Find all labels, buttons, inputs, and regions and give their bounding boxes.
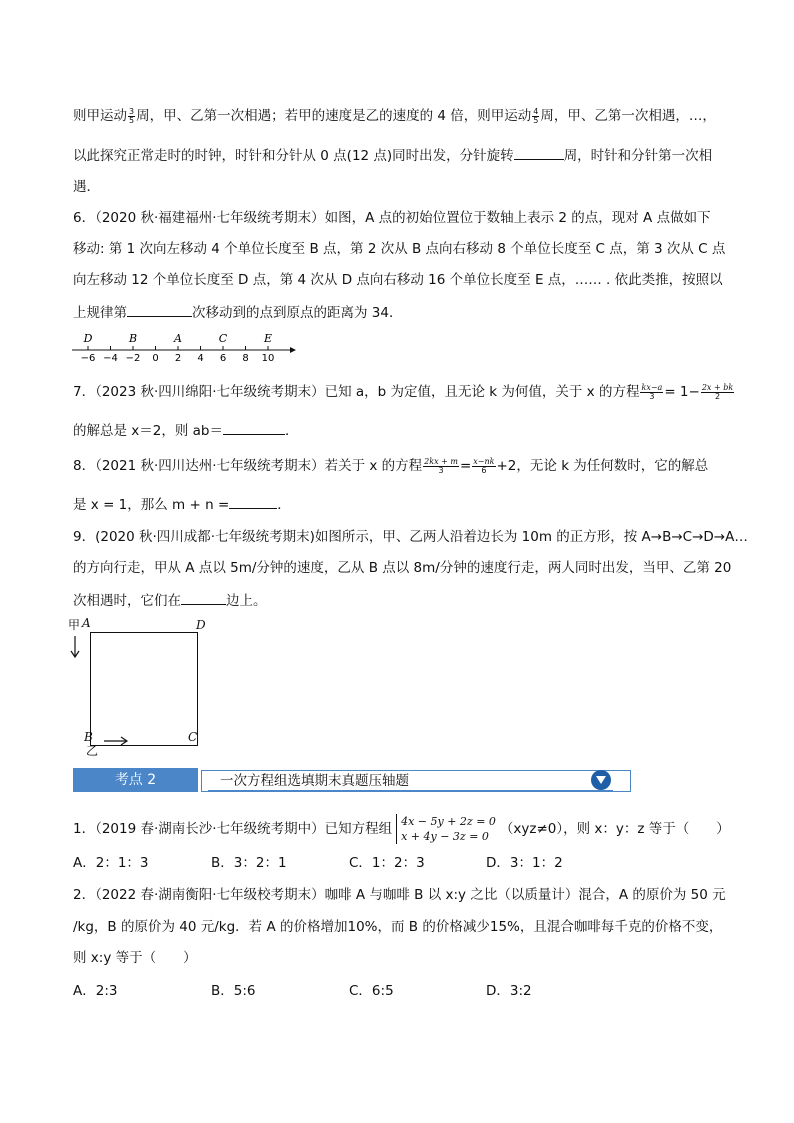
axis-tick-label: −4 (103, 353, 118, 364)
option-a[interactable]: A．2:3 (73, 983, 118, 999)
label-yi: 乙 (86, 744, 99, 758)
arrow-head-icon (290, 347, 296, 353)
axis-point-label: E (263, 332, 273, 345)
axis-point-label: D (83, 332, 93, 345)
s2q2-line-3: 则 x:y 等于（ ） (73, 950, 197, 966)
section-label: 考点 2 (73, 768, 198, 792)
q7-line-1: 7．（2023 秋·四川绵阳·七年级统考期末）已知 a，b 为定值，且无论 k 为何值，关于 x 的方程 $\frac{kx-a}{3}$ = 1− $\frac{2x + bk}{2}$ (73, 382, 734, 401)
label-B: B (84, 730, 93, 744)
q7-line-2: 的解总是 x＝2，则 ab＝ ． (73, 420, 723, 441)
down-arrow-icon (68, 634, 82, 660)
option-d[interactable]: D．3：1：2 (486, 855, 563, 871)
section-title: 一次方程组选填期末真题压轴题 (201, 770, 631, 792)
chevron-down-icon[interactable] (591, 770, 611, 790)
q6-line-2: 移动: 第 1 次向左移动 4 个单位长度至 B 点，第 2 次从 B 点向右移动 8 个单位长度至 C 点，第 3 次从 C 点 (73, 241, 726, 257)
option-d[interactable]: D．3:2 (486, 983, 532, 999)
answer-blank[interactable] (514, 145, 564, 160)
axis-tick-label: −6 (80, 353, 96, 364)
label-jia: 甲 (68, 618, 81, 632)
label-D: D (196, 618, 206, 632)
fraction: $\frac{3}{5}$ (129, 106, 135, 125)
number-line-figure (70, 330, 300, 364)
fraction: $\frac{x-nk}{6}$ (473, 456, 495, 475)
q6-line-4: 上规律第 次移动到的点到原点的距离为 34． (73, 302, 723, 323)
q5-text: 则甲运动 (73, 108, 127, 124)
axis-tick-label: 8 (242, 353, 249, 364)
q5-text: 周，甲、乙第一次相遇；若甲的速度是乙的速度的 4 倍，则甲运动 (136, 108, 532, 124)
option-c[interactable]: C．6:5 (349, 983, 394, 999)
option-c[interactable]: C．1：2：3 (349, 855, 425, 871)
q5-text: 周，甲、乙第一次相遇，…， (540, 108, 716, 124)
banner-underline (208, 790, 613, 792)
q8-line-1: 8．（2021 秋·四川达州·七年级统考期末）若关于 x 的方程 $\frac{2kx + m}{3}$ = $\frac{x-nk}{6}$ +2，无论 k 为任何数时，它的解总 (73, 456, 709, 475)
axis-tick-label: 4 (197, 353, 204, 364)
square-figure (68, 614, 218, 764)
q5-line-1 (73, 106, 723, 126)
fraction: $\frac{kx-a}{3}$ (641, 382, 663, 401)
s2q1-line-1: 1．（2019 春·湖南长沙·七年级统考期中）已知方程组 4x − 5y + 2z = 0 x + 4y − 3z = 0 （xyz≠0），则 x：y：z 等于（ ） (73, 815, 730, 843)
option-a[interactable]: A．2：1：3 (73, 855, 149, 871)
axis-tick-label: 6 (219, 353, 227, 364)
q5-line-3: 遇． (73, 179, 100, 195)
right-arrow-icon (102, 734, 130, 748)
equation-system: 4x − 5y + 2z = 0 x + 4y − 3z = 0 (396, 814, 496, 844)
answer-blank[interactable] (223, 420, 285, 435)
answer-blank[interactable] (127, 302, 192, 317)
section-banner (73, 768, 723, 792)
label-C: C (188, 730, 198, 744)
q9-line-2: 的方向行走，甲从 A 点以 5m/分钟的速度，乙从 B 点以 8m/分钟的速度行走，两人同时出发，当甲、乙第 20 (73, 560, 732, 576)
q9-line-1: 9．(2020 秋·四川成都·七年级统考期末)如图所示，甲、乙两人沿着边长为 10m 的正方形，按 A→B→C→D→A… (73, 529, 748, 545)
square-outline (90, 632, 198, 746)
axis-point-label: A (174, 332, 182, 345)
label-A: A (82, 616, 91, 630)
axis-tick-label: −2 (125, 353, 141, 364)
axis-point-label: B (128, 332, 138, 345)
answer-blank[interactable] (229, 494, 277, 509)
q8-line-2: 是 x = 1，那么 m + n = ． (73, 494, 723, 515)
s2q2-line-1: 2．（2022 春·湖南衡阳·七年级校考期末）咖啡 A 与咖啡 B 以 x:y 之比（以质量计）混合，A 的原价为 50 元 (73, 887, 726, 903)
answer-blank[interactable] (181, 590, 226, 605)
axis-tick-label: 0 (152, 353, 159, 364)
axis-tick-label: 2 (174, 353, 182, 364)
q6-line-3: 向左移动 12 个单位长度至 D 点，第 4 次从 D 点向右移动 16 个单位长度至 E 点，…… . 依此类推，按照以 (73, 272, 723, 288)
q5-line-2: 以此探究正常走时的时钟，时针和分针从 0 点(12 点)同时出发，分针旋转 周，时针和分针第一次相 (73, 145, 723, 166)
q9-line-3: 次相遇时，它们在 边上。 (73, 590, 723, 611)
fraction: $\frac{2kx + m}{3}$ (424, 456, 458, 475)
fraction: $\frac{4}{5}$ (533, 106, 539, 125)
option-b[interactable]: B．5:6 (211, 983, 256, 999)
option-b[interactable]: B．3：2：1 (211, 855, 287, 871)
s2q2-line-2: /kg，B 的原价为 40 元/kg．若 A 的价格增加10%，而 B 的价格减少15%，且混合咖啡每千克的价格不变， (73, 919, 723, 935)
fraction: $\frac{2x + bk}{2}$ (701, 382, 734, 401)
q6-line-1: 6．（2020 秋·福建福州·七年级统考期末）如图，A 点的初始位置位于数轴上表示 2 的点，现对 A 点做如下 (73, 210, 711, 226)
axis-point-label: C (218, 332, 228, 345)
axis-tick-label: 10 (261, 353, 275, 364)
